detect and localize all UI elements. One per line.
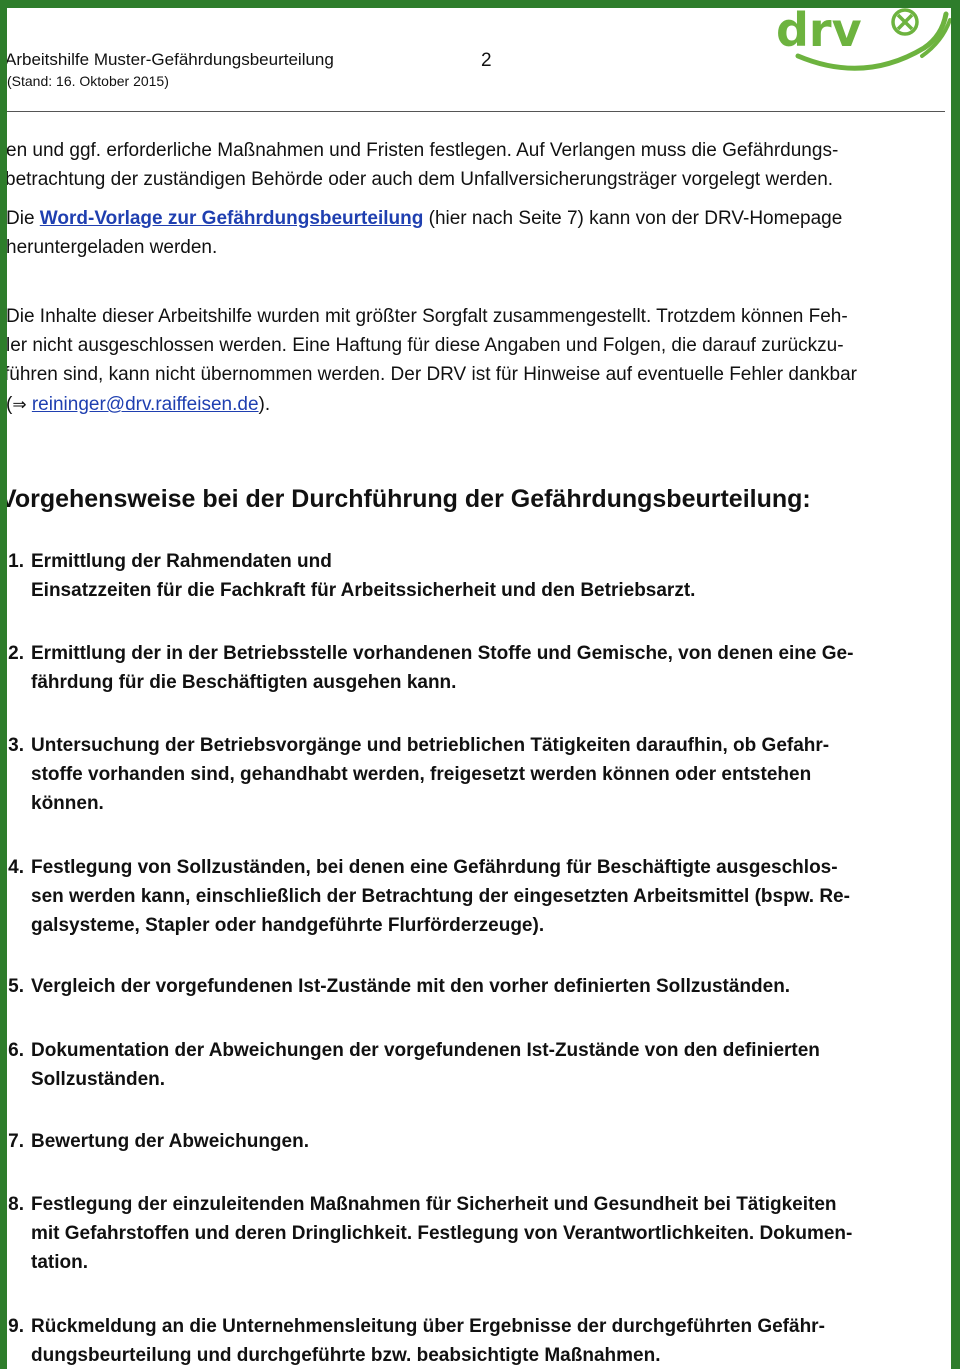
header-stand-date: (Stand: 16. Oktober 2015) (7, 73, 169, 89)
drv-logo (774, 6, 954, 74)
step-text-line: stoffe vorhanden sind, gehandhabt werden, freigesetzt werden können oder entstehen (31, 764, 812, 785)
step-text-line: Sollzuständen. (31, 1069, 166, 1090)
paren-close: ). (258, 394, 271, 415)
step-number: 3. (8, 735, 24, 756)
step-text-line: Rückmeldung an die Unternehmensleitung über Ergebnisse der durchgeführten Gefähr- (31, 1316, 825, 1337)
disclaimer-line: ler nicht ausgeschlossen werden. Eine Haftung für diese Angaben und Folgen, die darauf zurückzu- (6, 335, 844, 356)
step-text-line: Einsatzzeiten für die Fachkraft für Arbeitssicherheit und den Betriebsarzt. (31, 580, 696, 601)
step-text-line: tation. (31, 1252, 88, 1273)
template-text-post: (hier nach Seite 7) kann von der DRV-Homepage (423, 208, 843, 229)
logo-text: drv (776, 6, 862, 57)
step-number: 8. (8, 1194, 24, 1215)
step-text-line: Ermittlung der Rahmendaten und (31, 551, 332, 572)
arrow-right-icon: ⇒ (12, 395, 27, 415)
step-text-line: fährdung für die Beschäftigten ausgehen kann. (31, 672, 457, 693)
step-number: 2. (8, 643, 24, 664)
step-text-line: mit Gefahrstoffen und deren Dringlichkeit. Festlegung von Verantwortlichkeiten. Dokumen- (31, 1223, 853, 1244)
page-number: 2 (481, 50, 492, 71)
intro-line: betrachtung der zuständigen Behörde oder auch dem Unfallversicherungsträger vorgelegt werden. (5, 169, 834, 190)
header-title: Arbeitshilfe Muster-Gefährdungsbeurteilung (5, 50, 334, 69)
step-text-line: dungsbeurteilung und durchgeführte bzw. beabsichtigte Maßnahmen. (31, 1345, 661, 1366)
step-text-line: Untersuchung der Betriebsvorgänge und betrieblichen Tätigkeiten daraufhin, ob Gefahr- (31, 735, 830, 756)
template-line (6, 204, 842, 233)
word-template-link[interactable]: Word-Vorlage zur Gefährdungsbeurteilung (39, 208, 424, 229)
step-number: 5. (8, 976, 24, 997)
template-line: heruntergeladen werden. (6, 237, 218, 258)
step-number: 1. (8, 551, 24, 572)
disclaimer-line: führen sind, kann nicht übernommen werden. Der DRV ist für Hinweise auf eventuelle Fehler dankbar (4, 364, 857, 385)
step-text-line: Festlegung der einzuleitenden Maßnahmen für Sicherheit und Gesundheit bei Tätigkeiten (31, 1194, 837, 1215)
section-heading: Vorgehensweise bei der Durchführung der Gefährdungsbeurteilung: (0, 485, 811, 513)
step-text-line: Bewertung der Abweichungen. (31, 1131, 309, 1152)
email-link[interactable]: reininger@drv.raiffeisen.de (31, 394, 259, 415)
step-text-line: Festlegung von Sollzuständen, bei denen eine Gefährdung für Beschäftigte ausgeschlos- (31, 857, 838, 878)
header-divider (7, 111, 945, 112)
step-text-line: können. (31, 793, 104, 814)
step-text-line: Dokumentation der Abweichungen der vorgefundenen Ist-Zustände von den definierten (31, 1040, 820, 1061)
step-text-line: Vergleich der vorgefundenen Ist-Zustände mit den vorher definierten Sollzuständen. (31, 976, 791, 997)
step-text-line: sen werden kann, einschließlich der Betrachtung der eingesetzten Arbeitsmittel (bspw. Re- (31, 886, 850, 907)
paren-open: ( (6, 394, 13, 415)
disclaimer-line (6, 390, 270, 420)
intro-line: en und ggf. erforderliche Maßnahmen und Fristen festlegen. Auf Verlangen muss die Gefährdungs- (6, 140, 839, 161)
step-text-line: galsysteme, Stapler oder handgeführte Flurförderzeuge). (31, 915, 545, 936)
step-number: 6. (8, 1040, 24, 1061)
step-number: 9. (8, 1316, 24, 1337)
template-text-pre: Die (6, 208, 40, 229)
step-text-line: Ermittlung der in der Betriebsstelle vorhandenen Stoffe und Gemische, von denen eine Ge- (31, 643, 854, 664)
step-number: 4. (8, 857, 24, 878)
disclaimer-line: Die Inhalte dieser Arbeitshilfe wurden mit größter Sorgfalt zusammengestellt. Trotzdem können Feh- (6, 306, 848, 327)
step-number: 7. (8, 1131, 24, 1152)
